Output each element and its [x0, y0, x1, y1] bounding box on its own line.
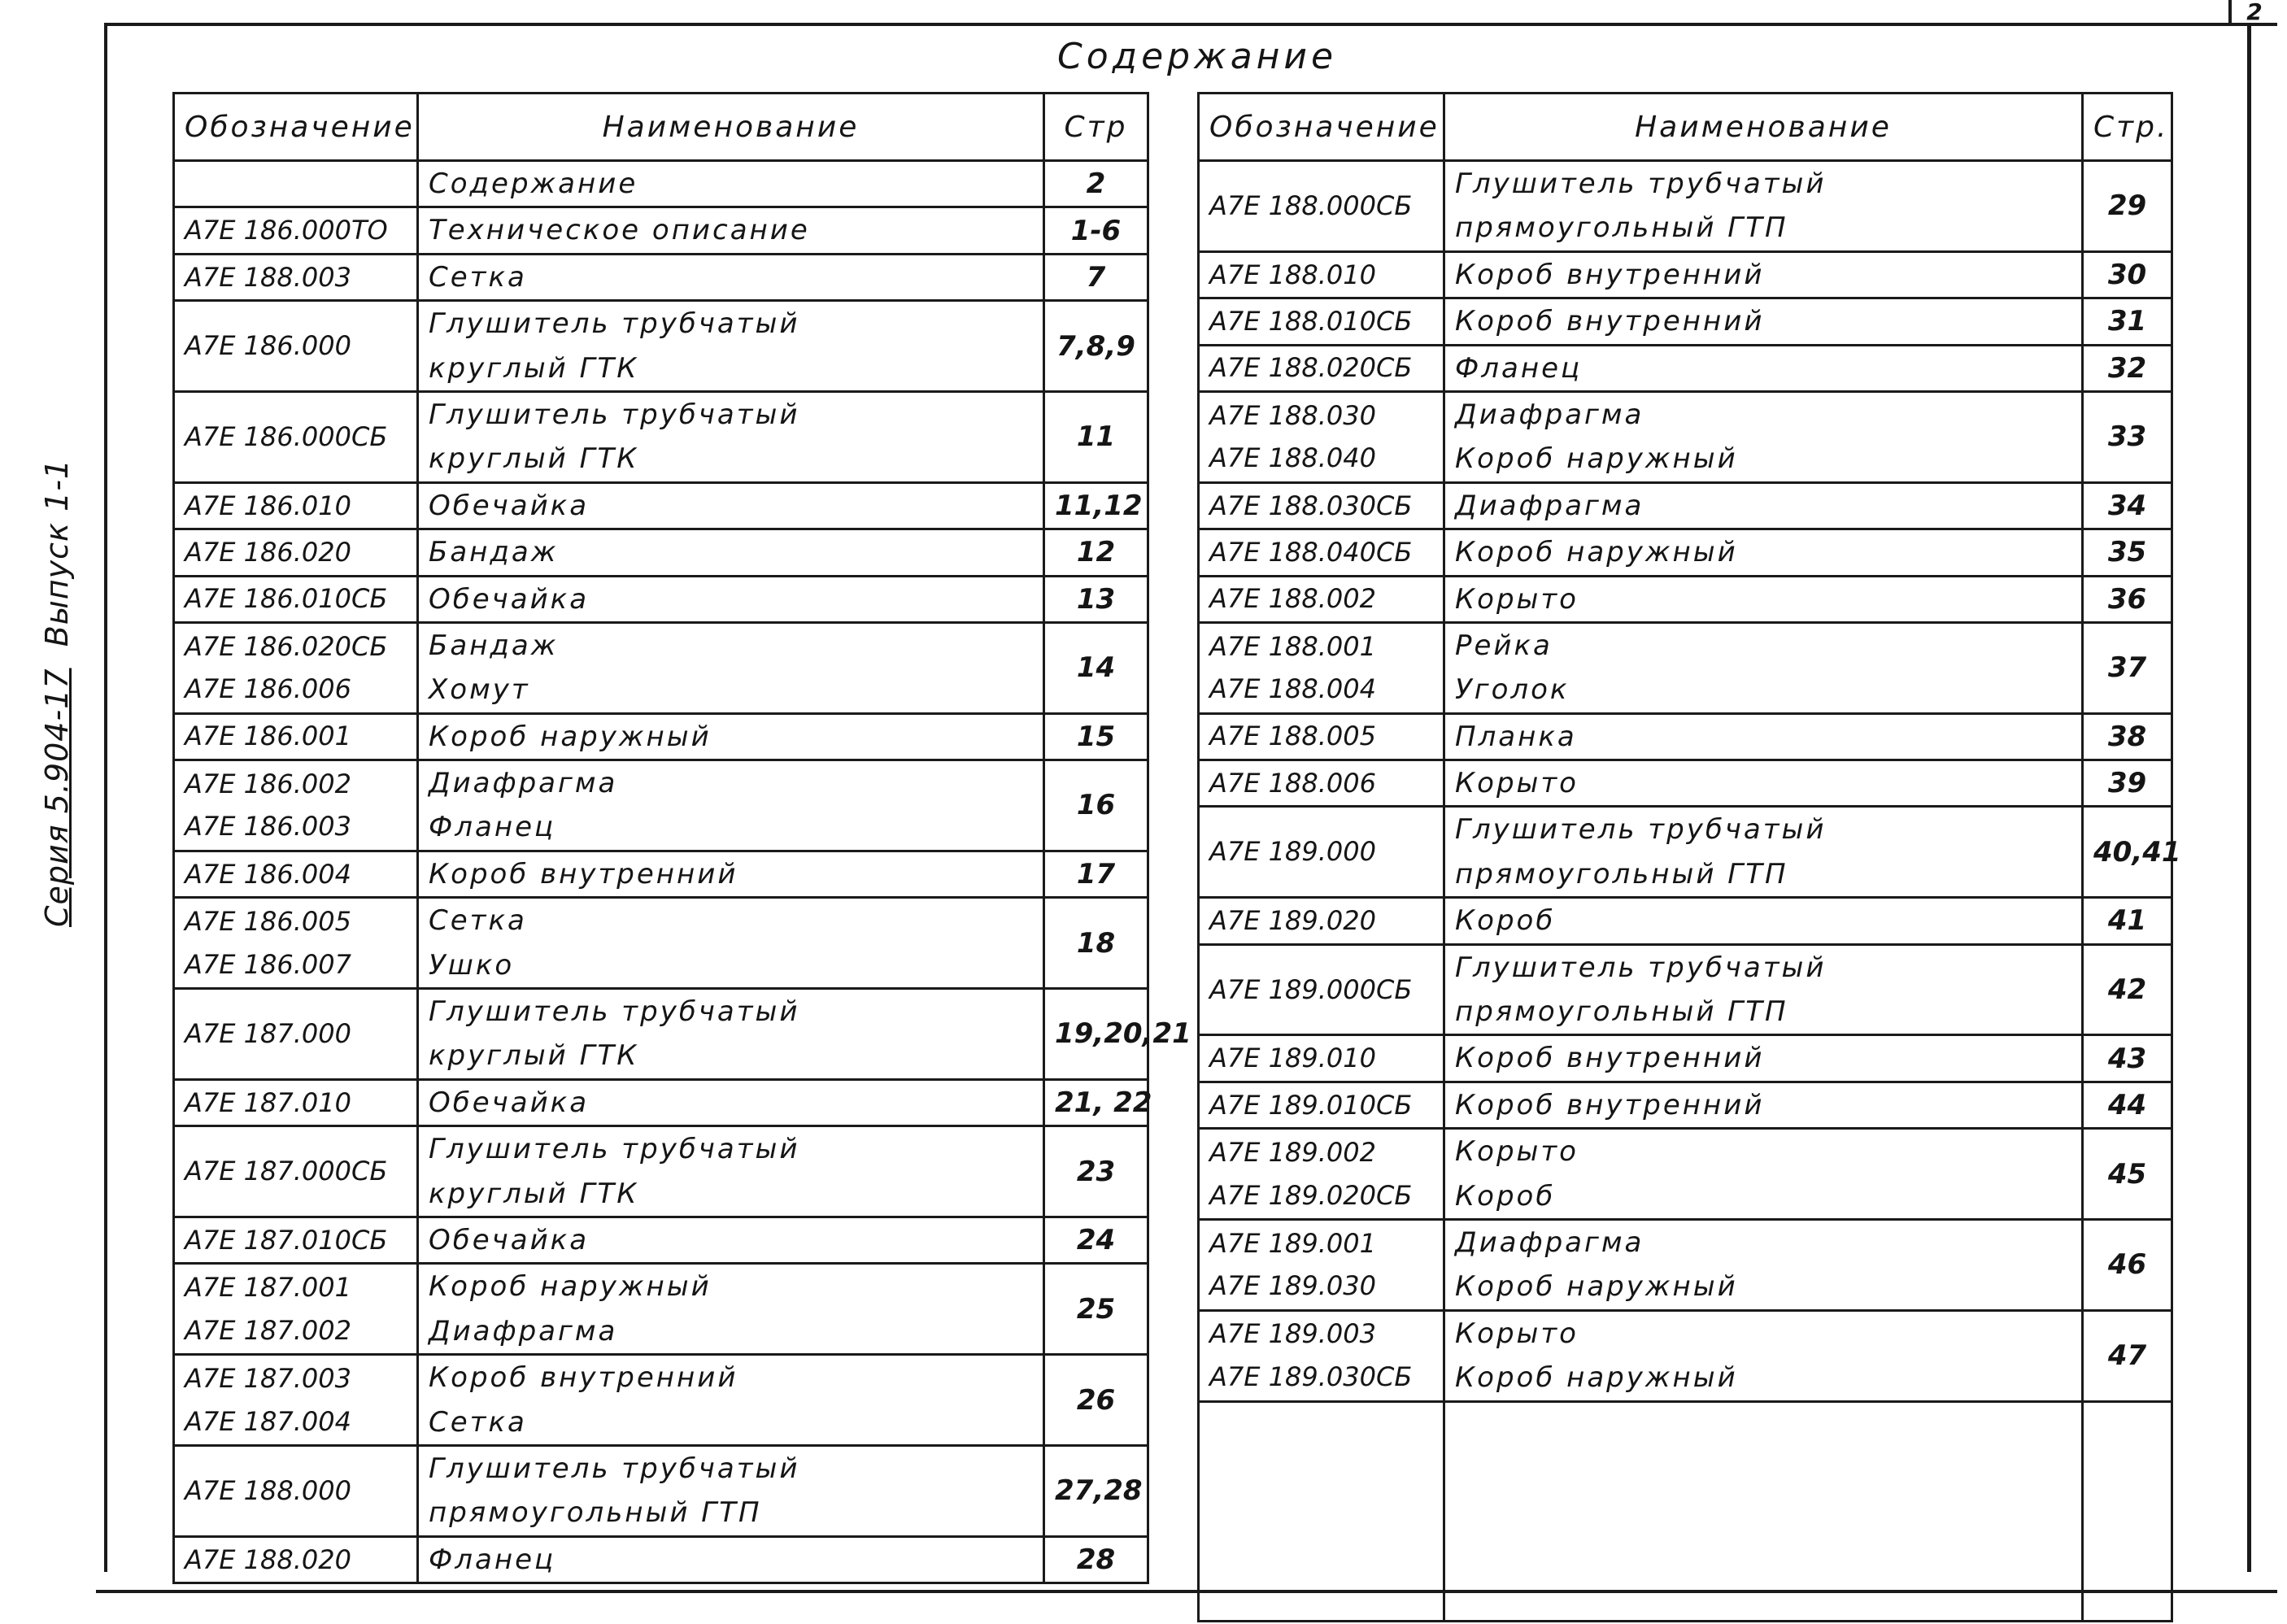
name-text: Сетка	[429, 1405, 527, 1439]
name-text: Короб внутренний	[1455, 305, 1765, 338]
designation-cell	[1199, 1082, 1444, 1128]
page-cell: 18	[1044, 898, 1148, 989]
name-cell	[1444, 713, 2083, 760]
table-row	[174, 529, 1148, 576]
name-text: Уголок	[1455, 673, 1570, 707]
table-row	[1199, 807, 2172, 898]
name-cell	[418, 851, 1044, 897]
name-text: Глушитель трубчатый	[429, 1133, 800, 1166]
table-row	[1199, 1035, 2172, 1082]
table-row	[1199, 482, 2172, 529]
name-text: Короб наружный	[429, 720, 712, 753]
designation-cell	[1199, 713, 1444, 760]
name-text: Глушитель трубчатый	[1455, 813, 1827, 847]
table-row	[1199, 1082, 2172, 1128]
table-row	[174, 1536, 1148, 1583]
table-row	[1199, 713, 2172, 760]
table-row	[1199, 898, 2172, 944]
name-text: Короб наружный	[1455, 536, 1738, 569]
designation-text: А7Е 188.004	[1209, 673, 1376, 705]
designation-cell	[1199, 1035, 1444, 1082]
designation-text: А7Е 188.005	[1209, 721, 1376, 752]
designation-cell	[174, 898, 418, 989]
name-cell	[418, 1217, 1044, 1263]
name-text: круглый ГТК	[429, 1039, 639, 1073]
name-text: Ушко	[429, 948, 515, 982]
designation-text: А7Е 186.007	[185, 948, 351, 980]
name-text: Фланец	[429, 1543, 556, 1576]
name-cell	[418, 1126, 1044, 1217]
table-row	[174, 1079, 1148, 1125]
empty-cell	[1444, 1401, 2083, 1621]
page-number: 2	[2228, 0, 2277, 26]
name-text: круглый ГТК	[429, 442, 639, 476]
designation-cell	[174, 161, 418, 207]
name-text: Диафрагма	[429, 1314, 618, 1348]
header-name: Наименование	[1444, 94, 2083, 161]
name-cell	[1444, 576, 2083, 622]
name-cell	[418, 760, 1044, 851]
name-cell	[418, 898, 1044, 989]
header-page: Стр	[1044, 94, 1148, 161]
table-row	[1199, 760, 2172, 807]
designation-text: А7Е 188.001	[1209, 630, 1376, 662]
name-text: Короб наружный	[1455, 442, 1738, 476]
name-text: Фланец	[429, 811, 556, 844]
name-text: прямоугольный ГТП	[1455, 995, 1788, 1029]
name-cell	[1444, 482, 2083, 529]
name-cell	[1444, 807, 2083, 898]
name-text: Рейка	[1455, 629, 1553, 662]
designation-text: А7Е 187.000	[185, 1018, 351, 1050]
name-cell	[418, 1264, 1044, 1355]
name-text: Сетка	[429, 904, 527, 938]
page-cell: 15	[1044, 713, 1148, 760]
designation-text: А7Е 188.010	[1209, 259, 1376, 290]
name-text: Глушитель трубчатый	[429, 398, 800, 431]
name-cell	[418, 207, 1044, 254]
designation-text: А7Е 189.020	[1209, 905, 1376, 937]
page-cell: 14	[1044, 622, 1148, 713]
page-cell: 45	[2083, 1129, 2172, 1220]
designation-text: А7Е 188.040	[1209, 442, 1376, 474]
name-text: прямоугольный ГТП	[429, 1496, 762, 1530]
designation-text: А7Е 188.040СБ	[1209, 536, 1413, 568]
table-row	[174, 760, 1148, 851]
name-text: Короб внутренний	[1455, 258, 1765, 291]
designation-cell	[174, 851, 418, 897]
name-text: Короб внутренний	[429, 857, 738, 890]
designation-text: А7Е 188.010СБ	[1209, 305, 1413, 337]
designation-text: А7Е 187.000СБ	[185, 1156, 388, 1187]
name-text: круглый ГТК	[429, 1177, 639, 1210]
name-text: Диафрагма	[1455, 1226, 1644, 1259]
designation-text: А7Е 188.030СБ	[1209, 490, 1413, 521]
name-text: Короб внутренний	[429, 1361, 738, 1395]
page-cell: 39	[2083, 760, 2172, 807]
designation-cell	[174, 1126, 418, 1217]
designation-text: А7Е 189.003	[1209, 1318, 1376, 1350]
designation-text: А7Е 189.001	[1209, 1227, 1376, 1259]
name-text: Хомут	[429, 673, 530, 707]
name-text: прямоугольный ГТП	[1455, 857, 1788, 890]
name-cell	[1444, 622, 2083, 713]
designation-cell	[174, 576, 418, 622]
table-row	[1199, 1129, 2172, 1220]
designation-text: А7Е 188.020	[185, 1543, 351, 1575]
designation-cell	[1199, 298, 1444, 345]
page-title: Содержание	[1057, 36, 1338, 77]
name-text: Глушитель трубчатый	[429, 995, 800, 1029]
header-row	[1199, 94, 2172, 161]
name-cell	[1444, 760, 2083, 807]
page-cell: 37	[2083, 622, 2172, 713]
name-text: Диафрагма	[429, 767, 618, 800]
designation-text: А7Е 186.000СБ	[185, 420, 388, 452]
page-cell: 30	[2083, 251, 2172, 298]
designation-cell	[174, 1445, 418, 1536]
name-cell	[1444, 161, 2083, 252]
designation-cell	[1199, 760, 1444, 807]
designation-text: А7Е 187.001	[185, 1271, 351, 1303]
table-row	[174, 851, 1148, 897]
table-row	[174, 713, 1148, 760]
designation-cell	[1199, 1310, 1444, 1401]
designation-text: А7Е 188.020СБ	[1209, 352, 1413, 384]
page-cell: 40,41	[2083, 807, 2172, 898]
table-row	[174, 391, 1148, 482]
designation-text: А7Е 186.001	[185, 721, 351, 752]
name-text: Корыто	[1455, 1317, 1579, 1350]
designation-text: А7Е 188.000СБ	[1209, 189, 1413, 221]
page-cell: 31	[2083, 298, 2172, 345]
designation-text: А7Е 186.006	[185, 673, 351, 705]
designation-cell	[174, 529, 418, 576]
header-name: Наименование	[418, 94, 1044, 161]
table-row	[1199, 345, 2172, 391]
table-row	[1199, 161, 2172, 252]
designation-text: А7Е 189.010	[1209, 1043, 1376, 1074]
table-row	[174, 576, 1148, 622]
designation-cell	[1199, 345, 1444, 391]
header-row	[174, 94, 1148, 161]
designation-cell	[1199, 1219, 1444, 1310]
designation-cell	[1199, 482, 1444, 529]
header-page: Стр.	[2083, 94, 2172, 161]
designation-text: А7Е 186.020СБ	[185, 630, 388, 662]
table-row	[174, 1126, 1148, 1217]
table-row	[1199, 944, 2172, 1035]
name-text: Обечайка	[429, 582, 590, 616]
name-text: Глушитель трубчатый	[429, 1452, 800, 1485]
name-text: Корыто	[1455, 767, 1579, 800]
contents-table-left	[172, 92, 1191, 1584]
designation-cell	[1199, 529, 1444, 576]
name-text: Глушитель трубчатый	[429, 307, 800, 341]
table-row	[174, 254, 1148, 300]
designation-text: А7Е 186.005	[185, 905, 351, 937]
name-cell	[418, 1079, 1044, 1125]
page-cell: 36	[2083, 576, 2172, 622]
page-cell: 38	[2083, 713, 2172, 760]
empty-cell	[1199, 1401, 1444, 1621]
name-text: Глушитель трубчатый	[1455, 168, 1827, 200]
name-cell	[1444, 1082, 2083, 1128]
designation-text: А7Е 187.010	[185, 1086, 351, 1118]
page-cell: 46	[2083, 1219, 2172, 1310]
name-text: Короб	[1455, 904, 1556, 938]
name-text: Короб внутренний	[1455, 1042, 1765, 1075]
name-text: Обечайка	[429, 489, 590, 522]
designation-cell	[174, 391, 418, 482]
name-text: Техническое описание	[429, 214, 810, 247]
name-text: Корыто	[1455, 582, 1579, 616]
table-row	[174, 482, 1148, 529]
name-text: Бандаж	[429, 536, 559, 569]
series-side-label	[39, 459, 75, 927]
page-cell: 42	[2083, 944, 2172, 1035]
page-cell: 11	[1044, 391, 1148, 482]
name-text: Корыто	[1455, 1135, 1579, 1169]
table-row	[174, 1445, 1148, 1536]
name-cell	[418, 1536, 1044, 1583]
name-cell	[1444, 298, 2083, 345]
designation-text: А7Е 188.002	[1209, 583, 1376, 615]
designation-cell	[1199, 251, 1444, 298]
table-row	[1199, 1310, 2172, 1401]
designation-cell	[1199, 391, 1444, 482]
designation-cell	[174, 207, 418, 254]
page-cell: 28	[1044, 1536, 1148, 1583]
page-cell: 44	[2083, 1082, 2172, 1128]
designation-text: А7Е 188.006	[1209, 767, 1376, 799]
name-cell	[1444, 391, 2083, 482]
name-text: Диафрагма	[1455, 489, 1644, 522]
name-cell	[418, 254, 1044, 300]
designation-text: А7Е 188.000	[185, 1474, 351, 1506]
page-cell: 43	[2083, 1035, 2172, 1082]
designation-text: А7Е 187.003	[185, 1362, 351, 1394]
table-row	[1199, 251, 2172, 298]
designation-text: А7Е 186.004	[185, 858, 351, 890]
name-text: Содержание	[429, 168, 638, 200]
page-cell: 33	[2083, 391, 2172, 482]
designation-cell	[174, 622, 418, 713]
name-cell	[1444, 345, 2083, 391]
page-cell: 7,8,9	[1044, 301, 1148, 392]
designation-cell	[174, 989, 418, 1080]
empty-row	[1199, 1401, 2172, 1621]
designation-cell	[174, 1536, 418, 1583]
page-cell: 7	[1044, 254, 1148, 300]
name-cell	[418, 301, 1044, 392]
page-cell: 41	[2083, 898, 2172, 944]
name-cell	[418, 1445, 1044, 1536]
name-cell	[418, 713, 1044, 760]
name-cell	[418, 622, 1044, 713]
table-row	[174, 1264, 1148, 1355]
name-text: Короб наружный	[1455, 1270, 1738, 1304]
name-text: Планка	[1455, 720, 1577, 753]
name-cell	[1444, 944, 2083, 1035]
name-cell	[1444, 1129, 2083, 1220]
name-text: Сетка	[429, 260, 527, 294]
series-code: Серия 5.904-17	[39, 668, 75, 927]
page-cell: 12	[1044, 529, 1148, 576]
page-cell: 35	[2083, 529, 2172, 576]
name-cell	[418, 1355, 1044, 1446]
page-cell: 19,20,21	[1044, 989, 1148, 1080]
header-designation: Обозначение	[1199, 94, 1444, 161]
designation-cell	[174, 1079, 418, 1125]
designation-text: А7Е 189.000	[1209, 836, 1376, 868]
designation-cell	[1199, 1129, 1444, 1220]
designation-text: А7Е 187.010СБ	[185, 1224, 388, 1256]
designation-text: А7Е 187.002	[185, 1314, 351, 1346]
designation-cell	[1199, 161, 1444, 252]
designation-cell	[174, 482, 418, 529]
name-text: Короб наружный	[429, 1270, 712, 1304]
table-row	[174, 301, 1148, 392]
table-row	[174, 622, 1148, 713]
empty-cell	[2083, 1401, 2172, 1621]
table-row	[174, 161, 1148, 207]
name-cell	[418, 161, 1044, 207]
table-row	[174, 207, 1148, 254]
page-cell: 11,12	[1044, 482, 1148, 529]
designation-cell	[174, 1355, 418, 1446]
designation-cell	[174, 1217, 418, 1263]
table-row	[174, 898, 1148, 989]
name-cell	[418, 989, 1044, 1080]
designation-text: А7Е 186.010	[185, 490, 351, 521]
name-text: Короб внутренний	[1455, 1088, 1765, 1121]
table-row	[1199, 529, 2172, 576]
name-text: Глушитель трубчатый	[1455, 951, 1827, 984]
designation-text: А7Е 186.003	[185, 811, 351, 842]
name-text: Короб наружный	[1455, 1361, 1738, 1395]
name-cell	[418, 576, 1044, 622]
designation-text: А7Е 187.004	[185, 1405, 351, 1437]
page-cell: 29	[2083, 161, 2172, 252]
page-cell: 13	[1044, 576, 1148, 622]
table-row	[1199, 576, 2172, 622]
page-cell: 25	[1044, 1264, 1148, 1355]
designation-cell	[1199, 944, 1444, 1035]
page-cell: 24	[1044, 1217, 1148, 1263]
header-designation: Обозначение	[174, 94, 418, 161]
designation-text: А7Е 189.000СБ	[1209, 973, 1413, 1005]
table-row	[174, 1355, 1148, 1446]
name-cell	[1444, 898, 2083, 944]
designation-cell	[1199, 576, 1444, 622]
name-cell	[1444, 529, 2083, 576]
name-text: Бандаж	[429, 629, 559, 662]
page-cell: 47	[2083, 1310, 2172, 1401]
contents-table-right	[1197, 92, 2181, 1622]
designation-text: А7Е 189.030	[1209, 1270, 1376, 1302]
designation-cell	[174, 1264, 418, 1355]
designation-cell	[174, 760, 418, 851]
name-cell	[1444, 1035, 2083, 1082]
designation-text: А7Е 188.003	[185, 261, 351, 293]
designation-text: А7Е 188.030	[1209, 399, 1376, 431]
name-text: Диафрагма	[1455, 398, 1644, 431]
designation-text: А7Е 189.020СБ	[1209, 1179, 1413, 1211]
name-text: Обечайка	[429, 1223, 590, 1256]
table-row	[1199, 391, 2172, 482]
name-cell	[1444, 251, 2083, 298]
table-row	[1199, 1219, 2172, 1310]
designation-text: А7Е 189.002	[1209, 1136, 1376, 1168]
designation-cell	[174, 713, 418, 760]
page-cell: 16	[1044, 760, 1148, 851]
name-text: Обечайка	[429, 1086, 590, 1119]
name-cell	[1444, 1219, 2083, 1310]
page-cell: 26	[1044, 1355, 1148, 1446]
page-cell: 2	[1044, 161, 1148, 207]
table-row	[1199, 298, 2172, 345]
page-cell: 23	[1044, 1126, 1148, 1217]
page-cell: 21, 22	[1044, 1079, 1148, 1125]
designation-text: А7Е 186.000ТО	[185, 215, 388, 246]
designation-text: А7Е 186.020	[185, 536, 351, 568]
designation-cell	[1199, 622, 1444, 713]
table-row	[1199, 622, 2172, 713]
page-cell: 34	[2083, 482, 2172, 529]
table-row	[174, 1217, 1148, 1263]
designation-text: А7Е 186.010СБ	[185, 583, 388, 615]
designation-cell	[1199, 807, 1444, 898]
designation-cell	[174, 301, 418, 392]
page-cell: 17	[1044, 851, 1148, 897]
name-cell	[418, 529, 1044, 576]
name-text: Короб	[1455, 1179, 1556, 1213]
page-cell: 32	[2083, 345, 2172, 391]
name-cell	[418, 482, 1044, 529]
name-cell	[1444, 1310, 2083, 1401]
table-row	[174, 989, 1148, 1080]
designation-cell	[174, 254, 418, 300]
name-text: Фланец	[1455, 351, 1583, 385]
designation-text: А7Е 189.010СБ	[1209, 1089, 1413, 1121]
page-cell: 27,28	[1044, 1445, 1148, 1536]
name-text: круглый ГТК	[429, 351, 639, 385]
designation-text: А7Е 189.030СБ	[1209, 1361, 1413, 1393]
name-text: прямоугольный ГТП	[1455, 211, 1788, 245]
designation-cell	[1199, 898, 1444, 944]
issue-number: Выпуск 1-1	[39, 458, 75, 647]
designation-text: А7Е 186.000	[185, 330, 351, 362]
designation-text: А7Е 186.002	[185, 768, 351, 799]
page-cell: 1-6	[1044, 207, 1148, 254]
name-cell	[418, 391, 1044, 482]
